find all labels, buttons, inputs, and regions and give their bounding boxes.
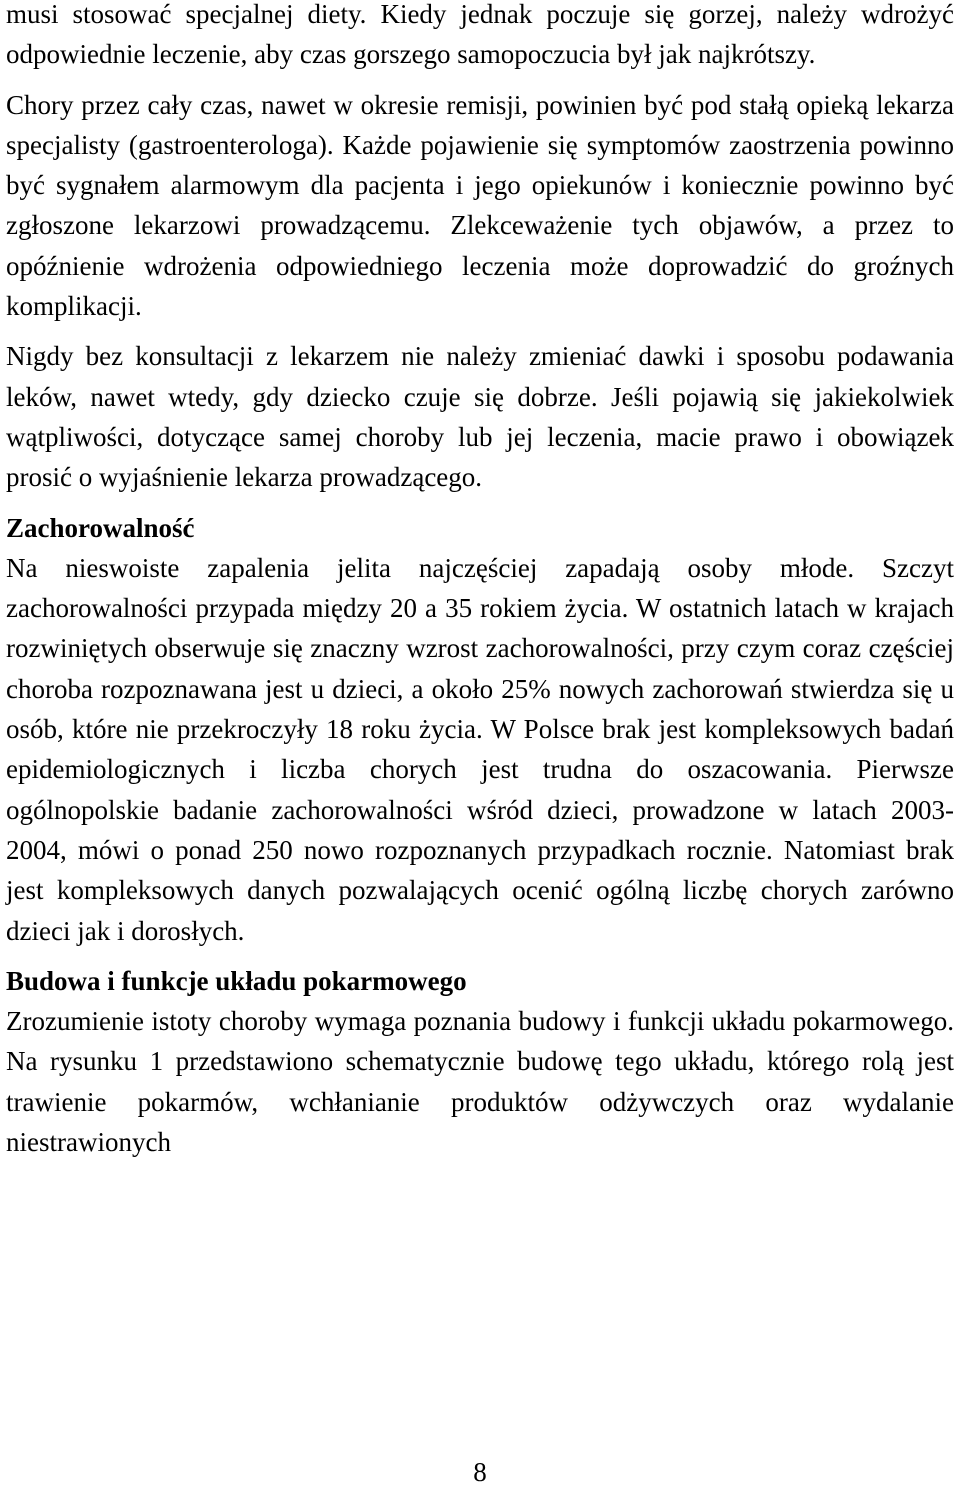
paragraph-digestive-system: Zrozumienie istoty choroby wymaga poznania budowy i funkcji układu pokarmowego. Na rysunku 1 przedstawiono schematycznie budowę tego układu, którego rolą jest trawienie pokarmów, wchłanianie produktów odżywczych oraz wydalanie niestrawionych <box>6 1006 954 1158</box>
page-number: 8 <box>473 1457 487 1487</box>
document-page <box>6 0 954 1162</box>
paragraph-gap <box>6 951 954 961</box>
section-heading-zachorowalnosc: Zachorowalność <box>6 512 195 543</box>
paragraph-gap <box>6 498 954 508</box>
paragraph-diet: musi stosować specjalnej diety. Kiedy jednak poczuje się gorzej, należy wdrożyć odpowiednie leczenie, aby czas gorszego samopoczucia był jak najkrótszy. <box>6 0 954 70</box>
paragraph-incidence: Na nieswoiste zapalenia jelita najczęściej zapadają osoby młode. Szczyt zachorowalności przypada między 20 a 35 rokiem życia. W ostatnich latach w krajach rozwiniętych obserwuje się znaczny wzrost zachorowalności, przy czym coraz częściej choroba rozpoznawana jest u dzieci, a około 25% nowych zachorowań stwierdza się u osób, które nie przekroczyły 18 roku życia. W Polsce brak jest kompleksowych badań epidemiologicznych i liczba chorych jest trudna do oszacowania. Pierwsze ogólnopolskie badanie zachorowalności wśród dzieci, prowadzone w latach 2003-2004, mówi o ponad 250 nowo rozpoznanych przypadkach rocznie. Natomiast brak jest kompleksowych danych pozwalających ocenić ogólną liczbę chorych zarówno dzieci jak i dorosłych. <box>6 552 954 946</box>
paragraph-gap <box>6 75 954 85</box>
section-heading-budowa: Budowa i funkcje układu pokarmowego <box>6 965 467 996</box>
paragraph-gap <box>6 326 954 336</box>
paragraph-medication: Nigdy bez konsultacji z lekarzem nie należy zmieniać dawki i sposobu podawania leków, nawet wtedy, gdy dziecko czuje się dobrze. Jeśli pojawią się jakiekolwiek wątpliwości, dotyczące samej choroby lub jej leczenia, macie prawo i obowiązek prosić o wyjaśnienie lekarza prowadzącego. <box>6 341 954 493</box>
paragraph-specialist-care: Chory przez cały czas, nawet w okresie remisji, powinien być pod stałą opieką lekarza specjalisty (gastroenterologa). Każde pojawienie się symptomów zaostrzenia powinno być sygnałem alarmowym dla pacjenta i jego opiekunów i koniecznie powinno być zgłoszone lekarzowi prowadzącemu. Zlekceważenie tych objawów, a przez to opóźnienie wdrożenia odpowiedniego leczenia może doprowadzić do groźnych komplikacji. <box>6 89 954 322</box>
